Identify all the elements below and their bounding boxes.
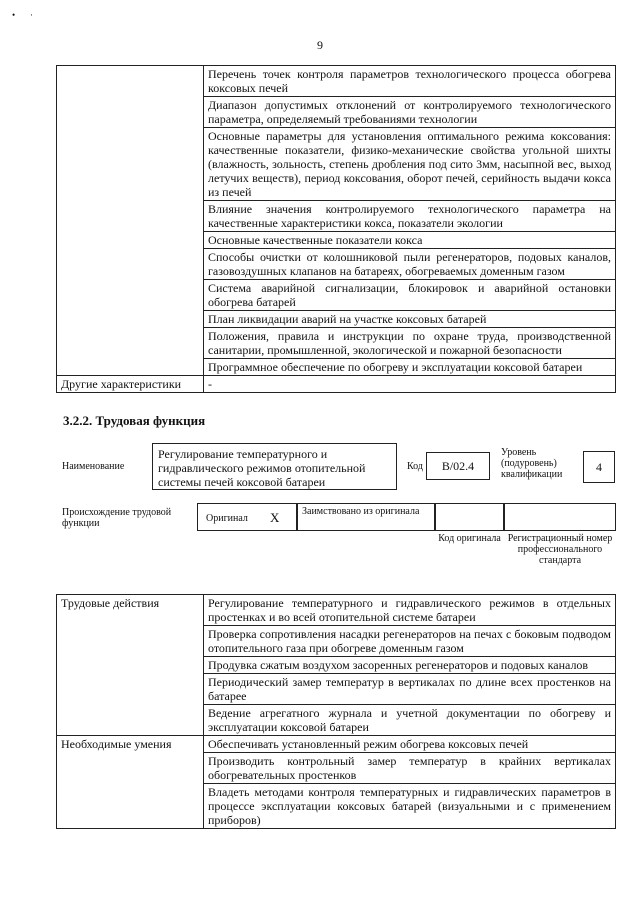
description-cell: Программное обеспечение по обогреву и эксплуатации коксовой батареи <box>204 359 616 376</box>
reg-number-cell <box>504 503 616 531</box>
table-row <box>57 736 616 753</box>
description-cell: Перечень точек контроля параметров технологического процесса обогрева коксовых печей <box>204 66 616 97</box>
section-heading: 3.2.2. Трудовая функция <box>63 413 206 428</box>
table-row <box>57 376 616 393</box>
description-cell: Владеть методами контроля температурных и гидравлических параметров в процессе эксплуатации коксовых батарей (визуальными и с применением приборов) <box>204 784 616 829</box>
table-row <box>57 66 616 97</box>
description-cell: Обеспечивать установленный режим обогрева коксовых печей <box>204 736 616 753</box>
code-label: Код <box>407 461 423 472</box>
origin-label: Происхождение трудовой функции <box>62 507 172 529</box>
description-cell: Периодический замер температур в вертикалах по длине всех простенков на батарее <box>204 674 616 705</box>
category-cell <box>57 66 204 376</box>
knowledge-table <box>56 65 616 393</box>
category-cell: Необходимые умения <box>57 736 204 829</box>
name-label: Наименование <box>62 461 125 472</box>
description-cell: Проверка сопротивления насадки регенераторов на печах с боковым подводом отопительного газа при обогреве доменным газом <box>204 626 616 657</box>
code-original-cell <box>435 503 504 531</box>
description-cell: Положения, правила и инструкции по охране труда, производственной санитарии, промышленной, экологической и пожарной безопасности <box>204 328 616 359</box>
category-cell: Трудовые действия <box>57 595 204 736</box>
code-original-label: Код оригинала <box>438 533 501 544</box>
margin-mark: • <box>12 10 16 20</box>
reg-number-label: Регистрационный номер профессионального стандарта <box>507 533 613 566</box>
code-box: В/02.4 <box>426 452 490 480</box>
description-cell: - <box>204 376 616 393</box>
qualification-level-box: 4 <box>583 451 615 483</box>
description-cell: Регулирование температурного и гидравлического режимов в отдельных простенках и во всей отопительной системе батареи <box>204 595 616 626</box>
table-row <box>57 595 616 626</box>
description-cell: Основные параметры для установления оптимального режима коксования: качественные показатели, физико-механические свойства угольной шихты (влажность, зольность, степень дробления под сито 3мм, насыпной вес, выход летучих веществ), период коксования, оборот печей, серийность выдачи кокса из печей <box>204 128 616 201</box>
qualification-level-label: Уровень (подуровень) квалификации <box>501 447 563 480</box>
description-cell: Система аварийной сигнализации, блокировок и аварийной остановки обогрева батарей <box>204 280 616 311</box>
description-cell: Продувка сжатым воздухом засоренных регенераторов и подовых каналов <box>204 657 616 674</box>
function-name-box: Регулирование температурного и гидравлического режимов отопительной системы печей коксовой батареи <box>152 443 397 490</box>
description-cell: Способы очистки от колошниковой пыли регенераторов, подовых каналов, газовоздушных клапанов на батареях, обогреваемых доменным газом <box>204 249 616 280</box>
description-cell: Основные качественные показатели кокса <box>204 232 616 249</box>
category-cell: Другие характеристики <box>57 376 204 393</box>
description-cell: Диапазон допустимых отклонений от контролируемого технологического параметра, определяемый требованиями технологии <box>204 97 616 128</box>
original-cell <box>197 503 297 531</box>
borrowed-cell: Заимствовано из оригинала <box>297 503 435 531</box>
page-number: 9 <box>317 38 323 52</box>
function-details-table <box>56 594 616 829</box>
description-cell: Влияние значения контролируемого технологического параметра на качественные характеристики кокса, показатели экологии <box>204 201 616 232</box>
description-cell: План ликвидации аварий на участке коксовых батарей <box>204 311 616 328</box>
original-mark: X <box>270 510 280 525</box>
description-cell: Ведение агрегатного журнала и учетной документации по обогреву и эксплуатации коксовой батареи <box>204 705 616 736</box>
margin-mark: · <box>30 10 33 20</box>
description-cell: Производить контрольный замер температур в крайних вертикалах обогревательных простенков <box>204 753 616 784</box>
original-label: Оригинал <box>206 513 248 524</box>
